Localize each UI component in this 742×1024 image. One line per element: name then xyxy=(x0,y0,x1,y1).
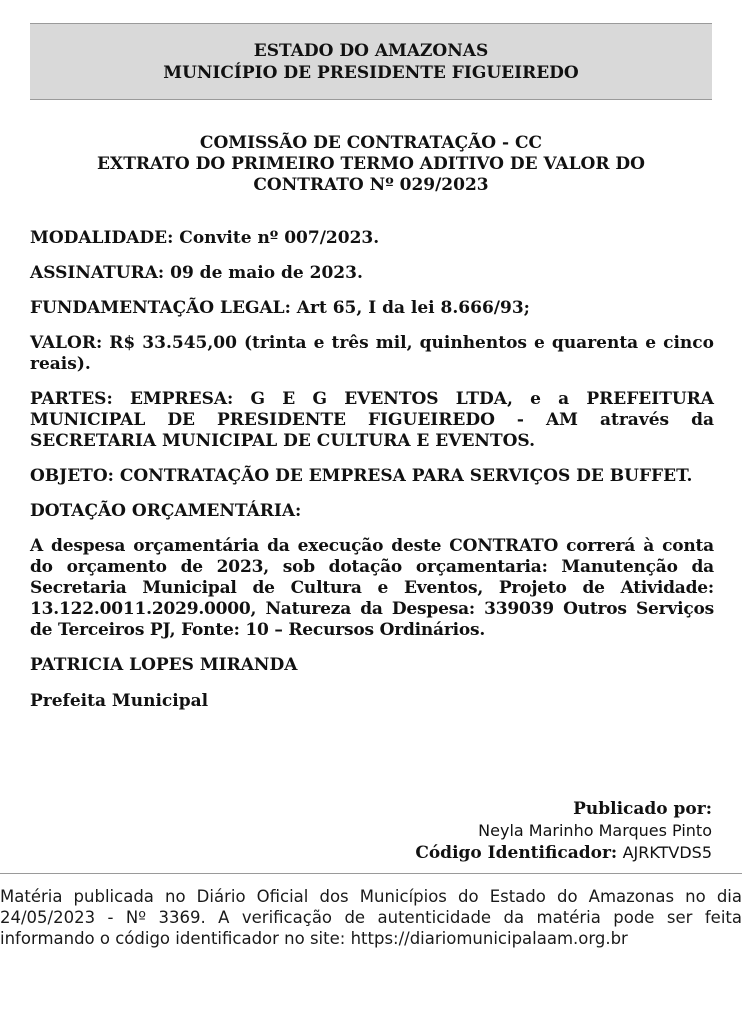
objeto-field: OBJETO: CONTRATAÇÃO DE EMPRESA PARA SERVIÇOS DE BUFFET. xyxy=(30,466,693,486)
state-name: ESTADO DO AMAZONAS xyxy=(253,41,489,61)
published-by-label: Publicado por: xyxy=(573,799,712,819)
dotacao-text: A despesa orçamentária da execução deste CONTRATO correrá à conta do orçamento de 2023, sob dotação orçamentaria: Manutenção da Secretaria Municipal de Cultura e Eventos, Projeto de Atividade: 13.122.0011.2029.0000, Natureza da Despesa: 339039 Outros Serviços de Terceiros PJ, Fonte: 10 – Recursos Ordinários. xyxy=(30,536,714,640)
identifier-label: Código Identificador: xyxy=(415,843,618,863)
modalidade-field: MODALIDADE: Convite nº 007/2023. xyxy=(30,228,380,248)
extract-title-line1: EXTRATO DO PRIMEIRO TERMO ADITIVO DE VALOR DO xyxy=(97,154,645,174)
dotacao-label: DOTAÇÃO ORÇAMENTÁRIA: xyxy=(30,501,302,521)
identifier-code: AJRKTVDS5 xyxy=(622,843,712,862)
state-header-band xyxy=(30,23,712,100)
document-titles xyxy=(30,133,712,196)
publication-footer-note: Matéria publicada no Diário Oficial dos Municípios do Estado do Amazonas no dia 24/05/2023 - Nº 3369. A verificação de autenticidade da matéria pode ser feita informando o código identificador no site: https://diariomunicipalaam.org.br xyxy=(0,887,742,948)
signatory-name: PATRICIA LOPES MIRANDA xyxy=(30,655,298,675)
municipality-name: MUNICÍPIO DE PRESIDENTE FIGUEIREDO xyxy=(163,63,579,83)
document-body xyxy=(30,228,714,727)
signatory-role: Prefeita Municipal xyxy=(30,691,209,711)
fundamentacao-field: FUNDAMENTAÇÃO LEGAL: Art 65, I da lei 8.666/93; xyxy=(30,298,530,318)
publication-block xyxy=(212,798,712,864)
extract-title-line2: CONTRATO Nº 029/2023 xyxy=(253,175,489,195)
footer-divider xyxy=(0,873,742,874)
partes-field: PARTES: EMPRESA: G E G EVENTOS LTDA, e a PREFEITURA MUNICIPAL DE PRESIDENTE FIGUEIREDO - AM através da SECRETARIA MUNICIPAL DE CULTURA E EVENTOS. xyxy=(30,389,714,451)
valor-field: VALOR: R$ 33.545,00 (trinta e três mil, quinhentos e quarenta e cinco reais). xyxy=(30,333,714,374)
identifier-line xyxy=(212,842,712,864)
commission-title: COMISSÃO DE CONTRATAÇÃO - CC xyxy=(199,133,543,153)
assinatura-field: ASSINATURA: 09 de maio de 2023. xyxy=(30,263,363,283)
publisher-name: Neyla Marinho Marques Pinto xyxy=(478,821,712,840)
